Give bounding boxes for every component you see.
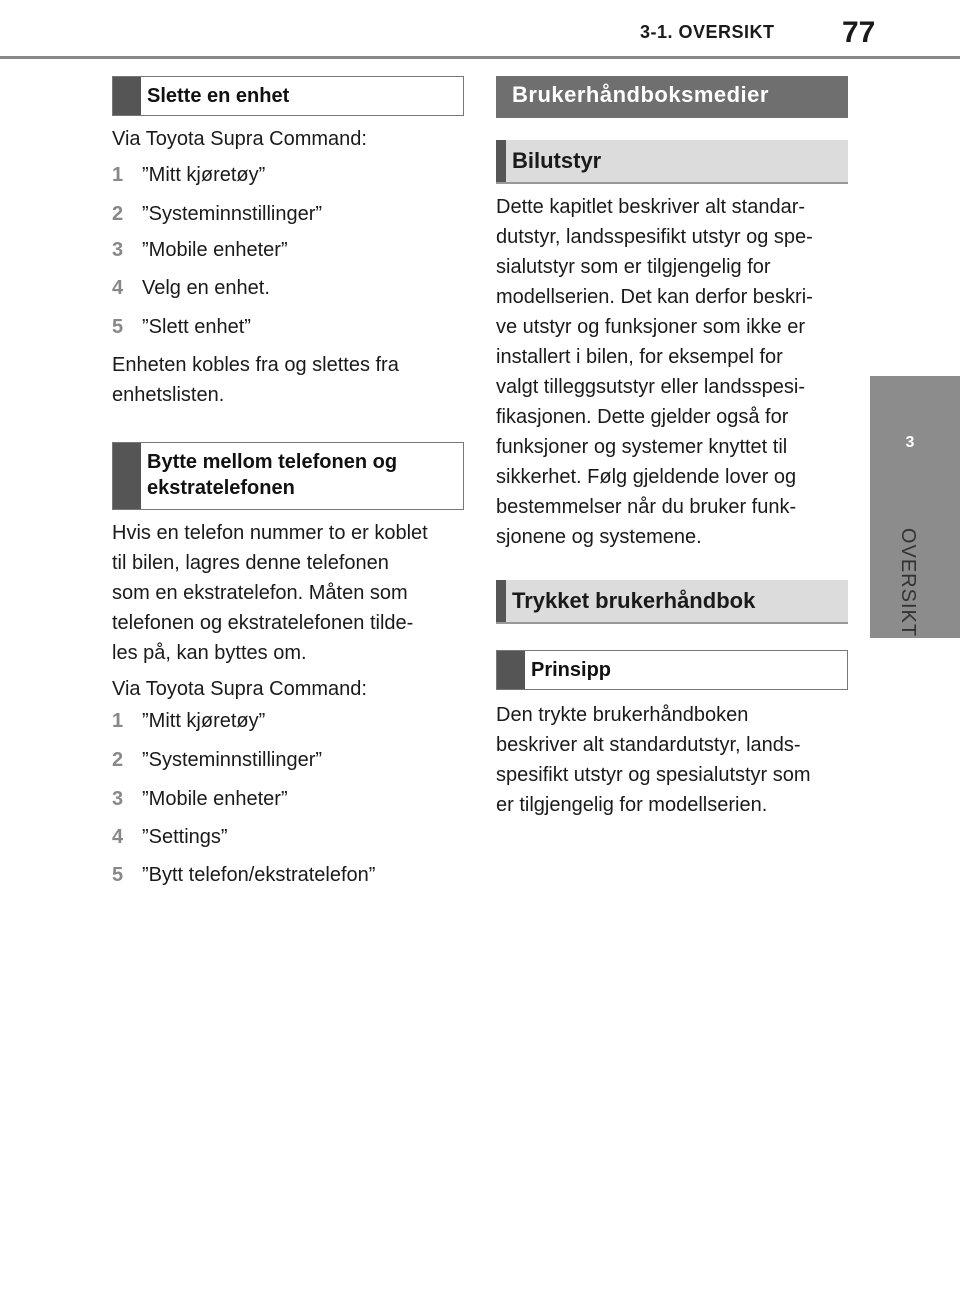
heading-switch-phone: Bytte mellom telefonen og ekstratelefonen: [112, 442, 464, 510]
heading-bar: [496, 140, 506, 182]
step-item: 5 ”Bytt telefon/ekstratelefon”: [112, 864, 376, 886]
body-line: sjonene og systemene.: [496, 526, 702, 548]
heading-principle: Prinsipp: [496, 650, 848, 690]
page-number: 77: [842, 16, 876, 49]
step-item: 3 ”Mobile enheter”: [112, 239, 288, 261]
step-item: 1 ”Mitt kjøretøy”: [112, 710, 266, 732]
step-item: 3 ”Mobile enheter”: [112, 788, 288, 810]
step-item: 4 Velg en enhet.: [112, 277, 270, 299]
section-title: 3-1. OVERSIKT: [640, 22, 775, 42]
heading-underline: [496, 622, 848, 624]
step-item: 5 ”Slett enhet”: [112, 316, 251, 338]
body-line: spesifikt utstyr og spesialutstyr som: [496, 764, 811, 786]
body-line: dutstyr, landsspesifikt utstyr og spe-: [496, 226, 813, 248]
heading-delete-device: Slette en enhet: [112, 76, 464, 116]
heading-underline: [496, 182, 848, 184]
body-line: Den trykte brukerhåndboken: [496, 704, 749, 726]
body-line: Hvis en telefon nummer to er koblet: [112, 522, 428, 544]
result-line: enhetslisten.: [112, 384, 225, 406]
body-line: beskriver alt standardutstyr, lands-: [496, 734, 801, 756]
step-item: 4 ”Settings”: [112, 826, 228, 848]
heading-equipment: Bilutstyr: [496, 140, 848, 182]
body-line: fikasjonen. Dette gjelder også for: [496, 406, 789, 428]
body-line: telefonen og ekstratelefonen tilde-: [112, 612, 414, 634]
body-line: funksjoner og systemer knyttet til: [496, 436, 788, 458]
heading-bar: [113, 77, 141, 115]
body-line: modellserien. Det kan derfor beskri-: [496, 286, 813, 308]
result-line: Enheten kobles fra og slettes fra: [112, 354, 399, 376]
header-divider: [0, 56, 960, 59]
body-line: les på, kan byttes om.: [112, 642, 307, 664]
body-line: sikkerhet. Følg gjeldende lover og: [496, 466, 797, 488]
chapter-tab-label: OVERSIKT: [897, 527, 920, 637]
body-line: som en ekstratelefon. Måten som: [112, 582, 408, 604]
step-item: 2 ”Systeminnstillinger”: [112, 749, 323, 771]
body-line: valgt tilleggsutstyr eller landsspesi-: [496, 376, 806, 398]
body-line: bestemmelser når du bruker funk-: [496, 496, 797, 518]
intro-text: Via Toyota Supra Command:: [112, 128, 367, 150]
intro-text: Via Toyota Supra Command:: [112, 678, 367, 700]
body-line: er tilgjengelig for modellserien.: [496, 794, 768, 816]
step-item: 1 ”Mitt kjøretøy”: [112, 164, 266, 186]
heading-printed-manual: Trykket brukerhåndbok: [496, 580, 848, 622]
step-item: 2 ”Systeminnstillinger”: [112, 203, 323, 225]
heading-bar: [496, 580, 506, 622]
heading-bar: [113, 443, 141, 509]
body-line: Dette kapitlet beskriver alt standar-: [496, 196, 806, 218]
body-line: ve utstyr og funksjoner som ikke er: [496, 316, 806, 338]
heading-bar: [497, 651, 525, 689]
heading-manual-media: Brukerhåndboksmedier: [496, 76, 848, 118]
body-line: installert i bilen, for eksempel for: [496, 346, 783, 368]
body-line: til bilen, lagres denne telefonen: [112, 552, 389, 574]
body-line: sialutstyr som er tilgjengelig for: [496, 256, 771, 278]
chapter-tab-number: 3: [905, 434, 915, 451]
